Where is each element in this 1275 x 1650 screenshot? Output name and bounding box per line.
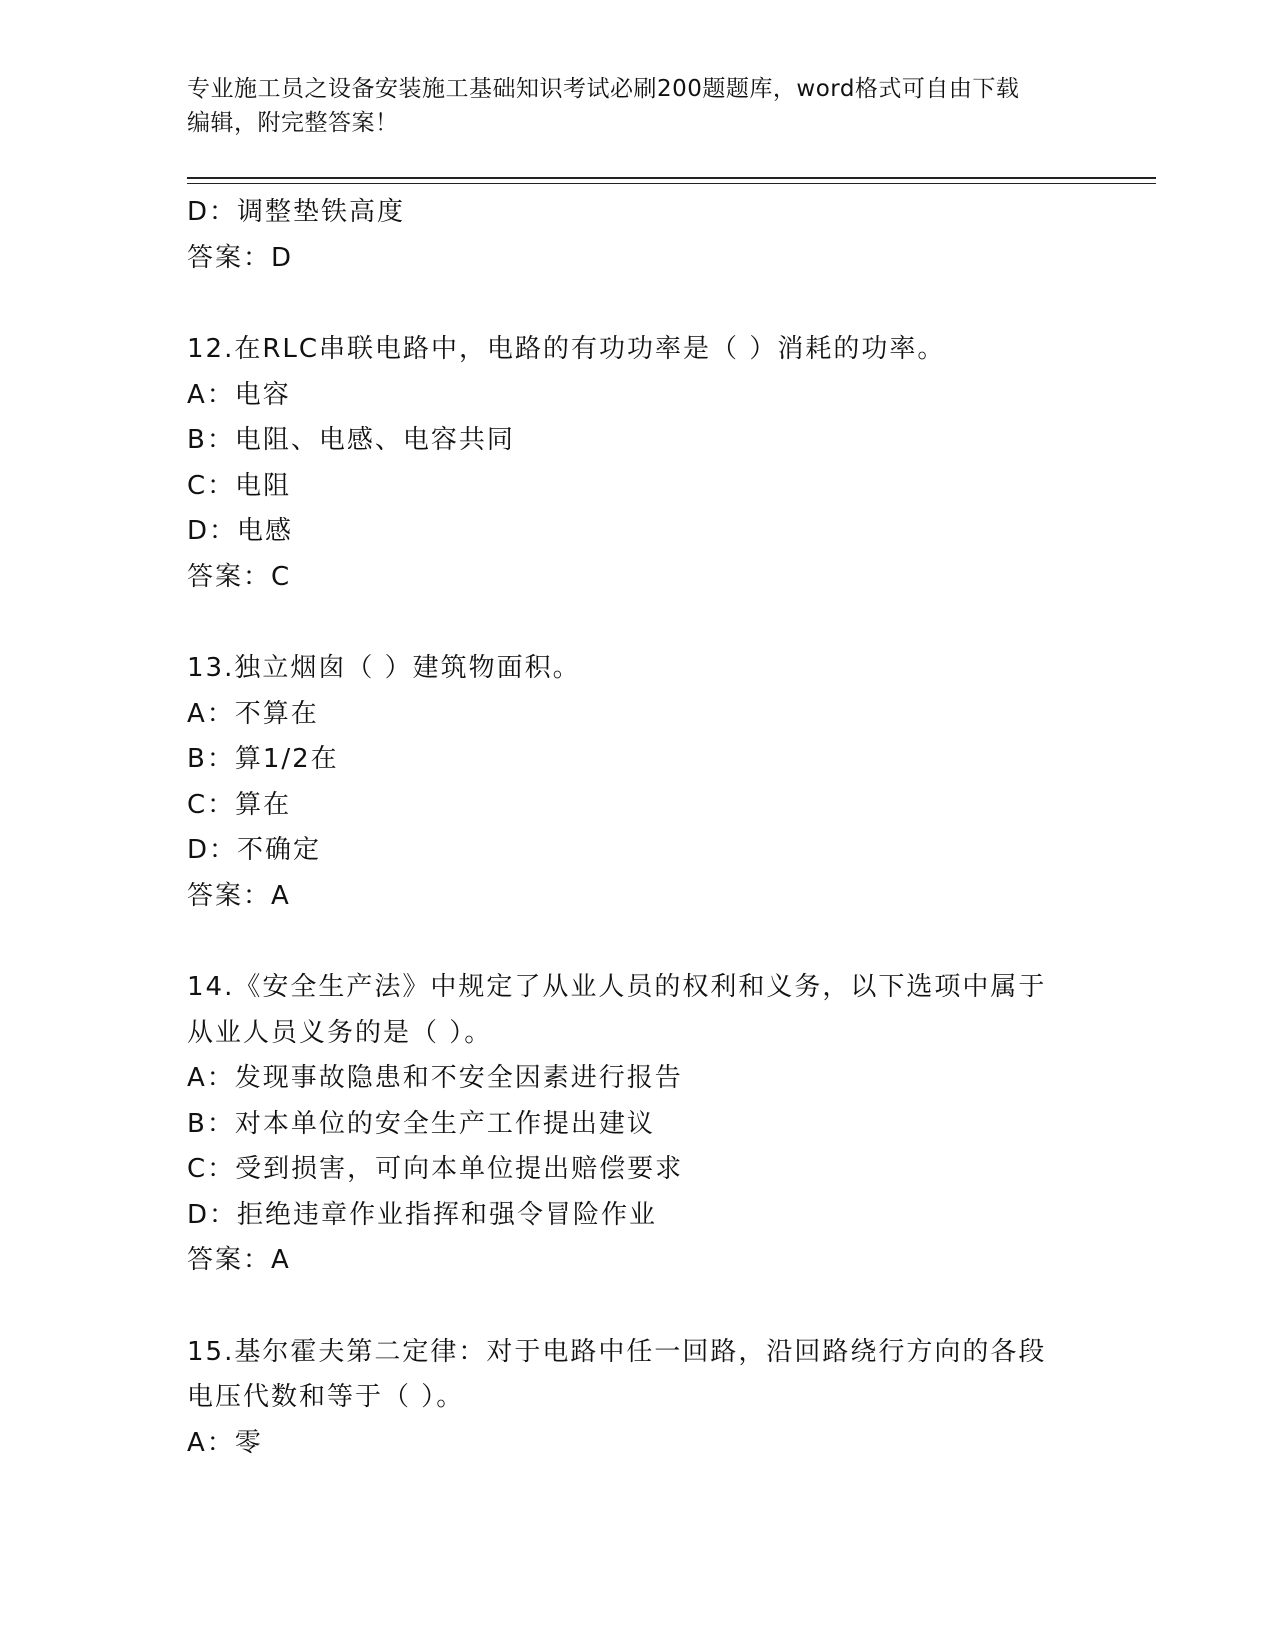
question-block-12 <box>187 327 1087 600</box>
option-a: A：电容 <box>187 379 291 410</box>
question-block-prev <box>187 190 1087 281</box>
spacer <box>187 281 1087 327</box>
answer-label: 答案：A <box>187 880 291 911</box>
question-stem-line2: 电压代数和等于（ ）。 <box>187 1382 465 1412</box>
option-c: C：受到损害，可向本单位提出赔偿要求 <box>187 1154 684 1184</box>
question-block-13 <box>187 646 1087 919</box>
question-block-14 <box>187 965 1087 1284</box>
option-d: D：不确定 <box>187 835 322 865</box>
option-b: B：算1/2在 <box>187 744 339 774</box>
spacer <box>187 600 1087 646</box>
spacer <box>187 919 1087 965</box>
question-block-15 <box>187 1330 1087 1467</box>
option-b: B：对本单位的安全生产工作提出建议 <box>187 1108 655 1139</box>
option-c: C：算在 <box>187 789 292 820</box>
spacer <box>187 1284 1087 1330</box>
question-stem-line1: 15.基尔霍夫第二定律：对于电路中任一回路，沿回路绕行方向的各段 <box>187 1336 1047 1367</box>
option-d: D：拒绝违章作业指挥和强令冒险作业 <box>187 1199 658 1230</box>
answer-label: 答案：D <box>187 242 294 273</box>
option-a: A：不算在 <box>187 698 319 729</box>
answer-label: 答案：C <box>187 561 292 592</box>
question-stem-line1: 14.《安全生产法》中规定了从业人员的权利和义务，以下选项中属于 <box>187 972 1047 1002</box>
header-title-line1: 专业施工员之设备安装施工基础知识考试必刷200题题库，word格式可自由下载 <box>187 76 1020 102</box>
question-list <box>187 190 1087 1466</box>
answer-label: 答案：A <box>187 1245 291 1275</box>
option-a: A：零 <box>187 1427 263 1458</box>
option-c: C：电阻 <box>187 470 292 501</box>
header-divider <box>187 177 1156 184</box>
document-header <box>187 72 1087 140</box>
question-stem: 12.在RLC串联电路中，电路的有功功率是（ ）消耗的功率。 <box>187 334 946 364</box>
question-stem-line2: 从业人员义务的是（ ）。 <box>187 1017 493 1048</box>
option-a: A：发现事故隐患和不安全因素进行报告 <box>187 1063 683 1093</box>
option-d: D：调整垫铁高度 <box>187 197 406 227</box>
option-d: D：电感 <box>187 516 294 546</box>
option-b: B：电阻、电感、电容共同 <box>187 425 515 455</box>
header-title-line2: 编辑，附完整答案！ <box>187 110 399 136</box>
question-stem: 13.独立烟囱（ ）建筑物面积。 <box>187 653 581 683</box>
